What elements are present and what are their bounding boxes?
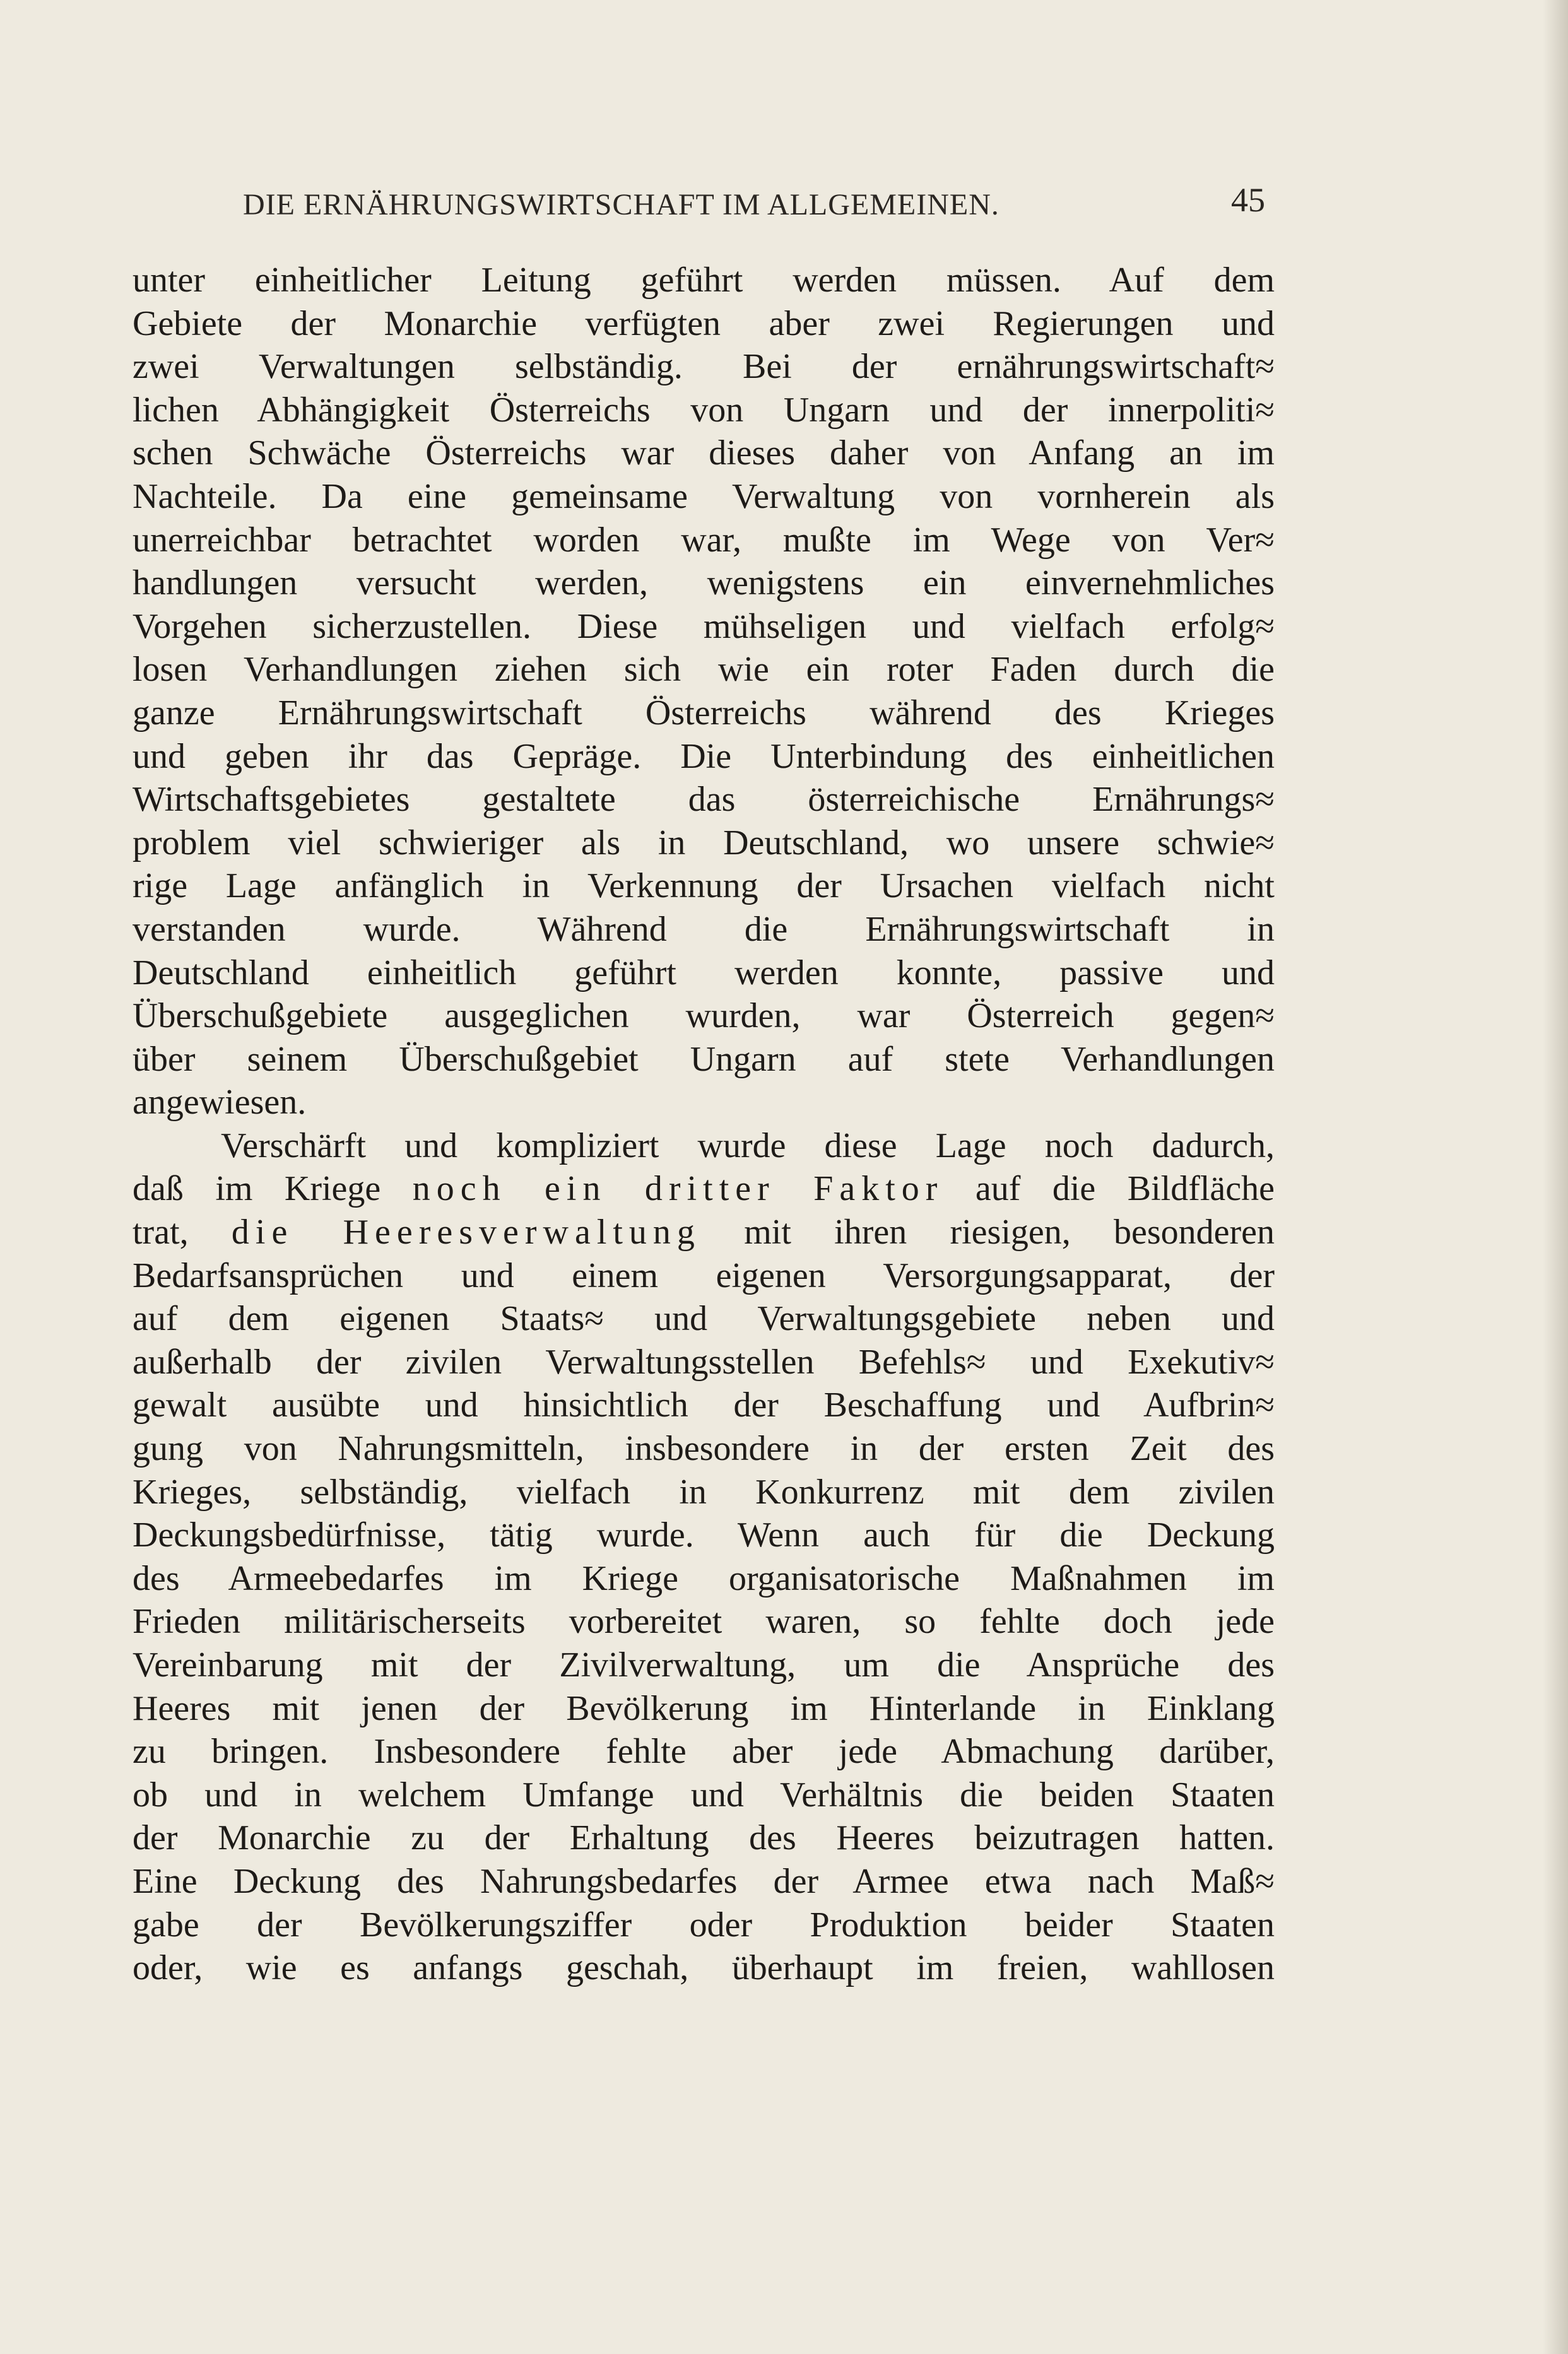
text-line: gabe der Bevölkerungsziffer oder Produktion beider Staaten bbox=[133, 1905, 1275, 1945]
text-line: losen Verhandlungen ziehen sich wie ein roter Faden durch die bbox=[133, 650, 1275, 690]
text-line: unter einheitlicher Leitung geführt werden müssen. Auf dem bbox=[133, 261, 1275, 300]
text-line: Wirtschaftsgebietes gestaltete das österreichische Ernährungs≈ bbox=[133, 780, 1275, 820]
text-line: ob und in welchem Umfange und Verhältnis die beiden Staaten bbox=[133, 1775, 1275, 1815]
text-line: Vereinbarung mit der Zivilverwaltung, um die Ansprüche des bbox=[133, 1645, 1275, 1685]
text-line: verstanden wurde. Während die Ernährungswirtschaft in bbox=[133, 909, 1275, 949]
text-line: außerhalb der zivilen Verwaltungsstellen Befehls≈ und Exekutiv≈ bbox=[133, 1342, 1275, 1382]
text-line: unerreichbar betrachtet worden war, mußte im Wege von Ver≈ bbox=[133, 520, 1275, 560]
text-line: Frieden militärischerseits vorbereitet waren, so fehlte doch jede bbox=[133, 1602, 1275, 1642]
text-line: handlungen versucht werden, wenigstens ein einvernehmliches bbox=[133, 563, 1275, 603]
text-line: Gebiete der Monarchie verfügten aber zwei Regierungen und bbox=[133, 303, 1275, 343]
line-segment: mit ihren riesigen, besonderen bbox=[744, 1213, 1275, 1252]
text-line: auf dem eigenen Staats≈ und Verwaltungsgebiete neben und bbox=[133, 1299, 1275, 1339]
text-line: Krieges, selbständig, vielfach in Konkurrenz mit dem zivilen bbox=[133, 1472, 1275, 1512]
page-edge-shadow bbox=[1543, 0, 1568, 2354]
text-line: Heeres mit jenen der Bevölkerung im Hinterlande in Einklang bbox=[133, 1688, 1275, 1728]
text-line: Deutschland einheitlich geführt werden konnte, passive und bbox=[133, 953, 1275, 992]
text-line: lichen Abhängigkeit Österreichs von Ungarn und der innerpoliti≈ bbox=[133, 390, 1275, 430]
text-line: schen Schwäche Österreichs war dieses daher von Anfang an im bbox=[133, 433, 1275, 473]
text-line: Eine Deckung des Nahrungsbedarfes der Armee etwa nach Maß≈ bbox=[133, 1861, 1275, 1901]
text-line: problem viel schwieriger als in Deutschland, wo unsere schwie≈ bbox=[133, 823, 1275, 862]
text-line: zu bringen. Insbesondere fehlte aber jede Abmachung darüber, bbox=[133, 1732, 1275, 1772]
text-line: gung von Nahrungsmitteln, insbesondere in der ersten Zeit des bbox=[133, 1429, 1275, 1469]
text-line: über seinem Überschußgebiet Ungarn auf stete Verhandlungen bbox=[133, 1039, 1275, 1079]
text-line: zwei Verwaltungen selbständig. Bei der ernährungswirtschaft≈ bbox=[133, 347, 1275, 387]
text-line: Verschärft und kompliziert wurde diese Lage noch dadurch, bbox=[221, 1126, 1275, 1165]
text-line bbox=[133, 1167, 1275, 1211]
text-line bbox=[133, 1211, 1275, 1254]
text-line: und geben ihr das Gepräge. Die Unterbindung des einheitlichen bbox=[133, 736, 1275, 776]
emphasized-text: noch ein dritter Faktor bbox=[412, 1169, 944, 1209]
text-line: ganze Ernährungswirtschaft Österreichs während des Krieges bbox=[133, 693, 1275, 733]
emphasized-text: die Heeresverwaltung bbox=[231, 1213, 701, 1252]
page-number: 45 bbox=[1231, 181, 1265, 219]
body-text bbox=[133, 259, 1275, 1990]
running-title: DIE ERNÄHRUNGSWIRTSCHAFT IM ALLGEMEINEN. bbox=[243, 188, 999, 221]
text-line: rige Lage anfänglich in Verkennung der Ursachen vielfach nicht bbox=[133, 866, 1275, 906]
text-line: der Monarchie zu der Erhaltung des Heeres beizutragen hatten. bbox=[133, 1818, 1275, 1858]
page-header bbox=[243, 183, 1265, 227]
text-line: oder, wie es anfangs geschah, überhaupt im freien, wahllosen bbox=[133, 1948, 1275, 1988]
text-line: Vorgehen sicherzustellen. Diese mühseligen und vielfach erfolg≈ bbox=[133, 606, 1275, 646]
text-line: Bedarfsansprüchen und einem eigenen Versorgungsapparat, der bbox=[133, 1256, 1275, 1295]
text-line: des Armeebedarfes im Kriege organisatorische Maßnahmen im bbox=[133, 1558, 1275, 1598]
text-line: Überschußgebiete ausgeglichen wurden, war Österreich gegen≈ bbox=[133, 996, 1275, 1036]
text-line: Deckungsbedürfnisse, tätig wurde. Wenn auch für die Deckung bbox=[133, 1515, 1275, 1555]
line-segment: auf die Bildfläche bbox=[975, 1169, 1275, 1209]
text-line: Nachteile. Da eine gemeinsame Verwaltung von vornherein als bbox=[133, 476, 1275, 516]
line-segment: trat, bbox=[133, 1213, 189, 1252]
line-segment: daß im Kriege bbox=[133, 1169, 381, 1209]
text-line: angewiesen. bbox=[133, 1083, 307, 1122]
text-line: gewalt ausübte und hinsichtlich der Beschaffung und Aufbrin≈ bbox=[133, 1386, 1275, 1425]
